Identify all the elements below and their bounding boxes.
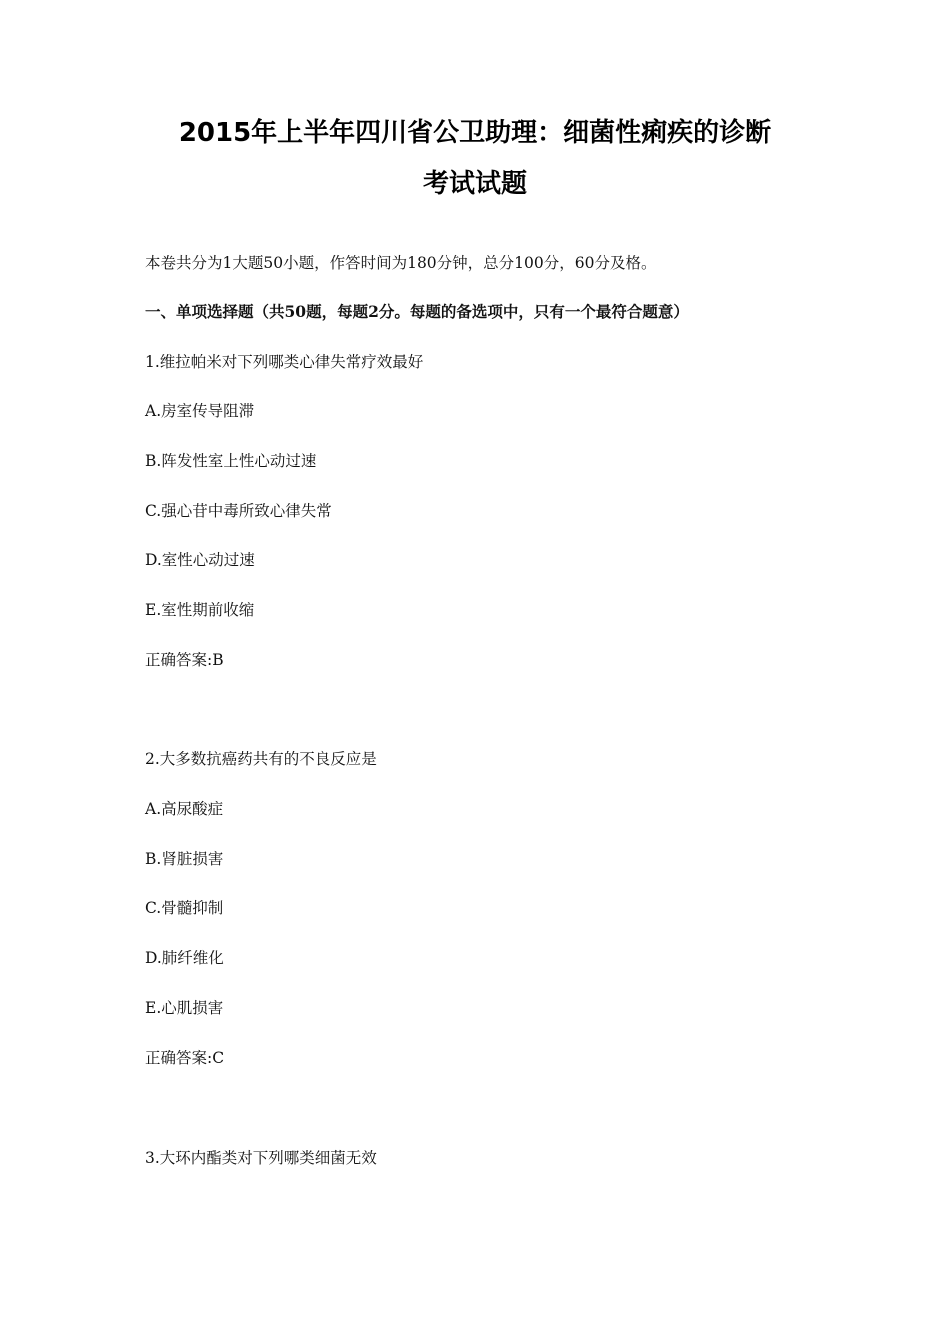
question-2-option-d: D.肺纤维化 (145, 949, 224, 967)
section-header: 一、单项选择题（共50题，每题2分。每题的备选项中，只有一个最符合题意） (145, 302, 689, 321)
question-2-option-c: C.骨髓抑制 (145, 899, 224, 917)
question-2-option-e: E.心肌损害 (145, 999, 224, 1017)
document-title-line-1: 2015年上半年四川省公卫助理：细菌性痢疾的诊断 (178, 118, 772, 148)
question-2-option-a: A.高尿酸症 (145, 800, 224, 818)
question-1-answer: 正确答案:B (145, 651, 224, 669)
exam-intro: 本卷共分为1大题50小题，作答时间为180分钟，总分100分，60分及格。 (145, 254, 657, 272)
document-title-line-2: 考试试题 (422, 169, 527, 199)
question-1-stem: 1.维拉帕米对下列哪类心律失常疗效最好 (145, 353, 424, 371)
question-1-option-e: E.室性期前收缩 (145, 601, 255, 619)
question-2-option-b: B.肾脏损害 (145, 850, 224, 868)
question-1-option-c: C.强心苷中毒所致心律失常 (145, 502, 332, 520)
question-1-option-b: B.阵发性室上性心动过速 (145, 452, 317, 470)
question-2-stem: 2.大多数抗癌药共有的不良反应是 (145, 750, 377, 768)
question-1-option-a: A.房室传导阻滞 (145, 402, 255, 420)
question-2-answer: 正确答案:C (145, 1049, 225, 1067)
question-1-option-d: D.室性心动过速 (145, 551, 255, 569)
question-3-stem: 3.大环内酯类对下列哪类细菌无效 (145, 1149, 377, 1167)
